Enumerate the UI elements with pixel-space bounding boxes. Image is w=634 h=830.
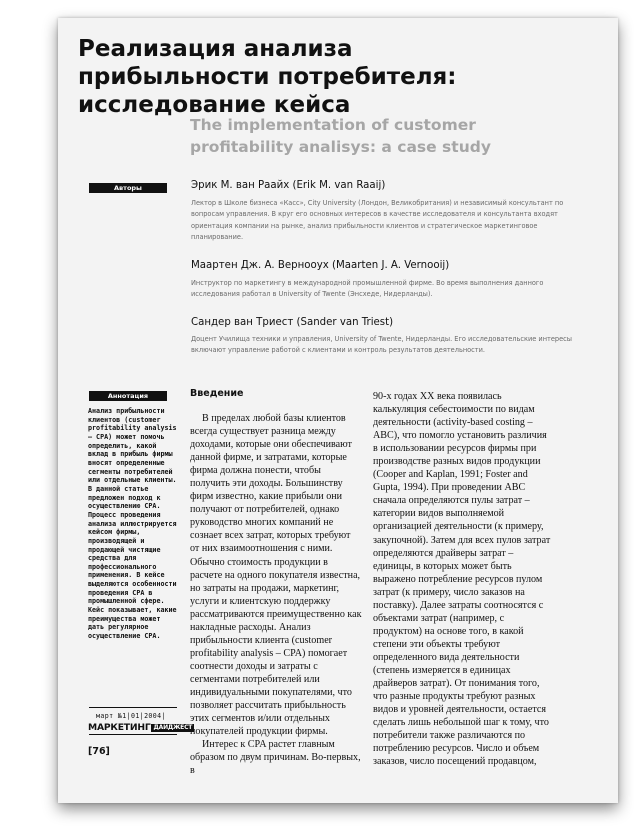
magazine-page bbox=[58, 18, 618, 803]
author-2-name: Маартен Дж. А. Вернооух (Maarten J. A. Vernooij) bbox=[191, 260, 450, 271]
body-column-2 bbox=[373, 390, 551, 768]
section-heading: Введение bbox=[190, 388, 244, 399]
magazine-name: МАРКЕТИНГ bbox=[88, 722, 151, 733]
author-3-name: Сандер ван Триест (Sander van Triest) bbox=[191, 317, 394, 328]
magazine-tag: ДАЙДЖЕСТ bbox=[153, 724, 193, 731]
footer-rule-top bbox=[89, 707, 177, 708]
body-paragraph: 90-х годах XX века появилась калькуляция себестоимости по видам деятельности (activity-based costing – ABC), что помогло установить различия в использовании ресурсов фирмы при производстве разных видов продукции (Cooper and Kaplan, 1991; Foster and Gupta, 1994). При проведении ABC сначала определяются пулы затрат – категории видов выполняемой организацией деятельности (к примеру, закупочной). Затем для всех пулов затрат определяются драйверы затрат – единицы, в которых может быть выражено потребление ресурсов пулом затрат (к примеру, число заказов на поставку). Далее затраты соотносятся с объектами затрат (например, с продуктом) на основе того, в какой степени эти объекты требуют определенного вида деятельности (степень измеряется в единицах драйверов затрат). От понимания того, что разные продукты требуют разных видов и уровней деятельности, остается сделать лишь небольшой шаг к тому, что потребители также различаются по потреблению ресурсов. Число и объем заказов, число посещений продавцом, bbox=[373, 391, 551, 768]
body-paragraph: В пределах любой базы клиентов всегда существует разница между доходами, которые они обеспечивают данной фирме, и затратами, которые фирма должна понести, чтобы получить эти доходы. Большинству фирм известно, какие прибыли они получают от потребителей, однако руководство многих компаний не сознает всех затрат, которых требуют от них взаимоотношения с ними. Обычно стоимость продукции в расчете на одного покупателя известна, но затраты на продажи, маркетинг, услуги и клиентскую поддержку рассматриваются преимущественно как накладные расходы. Анализ прибыльности клиента (customer profitability analysis – CPA) помогает соотнести доходы и затраты с сегментами потребителей или индивидуальными покупателями, что позволяет рассчитать прибыльность этих сегментов и/или отдельных покупателей продукции фирмы. bbox=[190, 413, 362, 738]
abstract-text: Анализ прибыльности клиентов (customer profitability analysis – CPA) может помочь определить, какой вклад в прибыль фирмы вносят определенные сегменты потребителей или отдельные клиенты. В данной статье предложен подход к осуществлению CPA. Процесс проведения анализа иллюстрируется кейсом фирмы, производящей и продающей чистящие средства для профессионального применения. В кейсе выделяются особенности проведения CPA в промышленной сфере. Кейс показывает, какие преимущества может дать регулярное осуществление CPA. bbox=[88, 407, 177, 641]
article-title-ru: Реализация анализа прибыльности потребителя: исследование кейса bbox=[78, 36, 457, 118]
body-column-1 bbox=[190, 412, 362, 777]
abstract-label: Аннотация bbox=[89, 391, 167, 401]
page-number: [76] bbox=[88, 746, 110, 757]
issue-info: март №1|01|2004| bbox=[96, 712, 166, 720]
authors-label: Авторы bbox=[89, 183, 167, 193]
article-title-en: The implementation of customer profitability analisys: a case study bbox=[190, 116, 491, 156]
author-3-description: Доцент Училища техники и управления, University of Twente, Нидерланды. Его исследовательские интересы включают управление работой с клиентами и контроль результатов деятельности. bbox=[191, 335, 572, 355]
author-1-name: Эрик М. ван Раайх (Erik M. van Raaij) bbox=[191, 180, 386, 191]
author-1-description: Лектор в Школе бизнеса «Касс», City University (Лондон, Великобритания) и независимый консультант по вопросам управления. В круг его основных интересов в качестве исследователя и консультанта входят ориентация компании на рынке, анализ прибыльности клиентов и стратегическое маркетинговое планирование. bbox=[191, 199, 564, 242]
body-paragraph: Интерес к CPA растет главным образом по двум причинам. Во-первых, в bbox=[190, 739, 361, 777]
author-2-description: Инструктор по маркетингу в международной промышленной фирме. Во время выполнения данного исследования работал в University of Twente (Энсхеде, Нидерланды). bbox=[191, 279, 544, 299]
magazine-logo bbox=[88, 722, 194, 733]
footer-rule-bottom bbox=[89, 734, 177, 735]
